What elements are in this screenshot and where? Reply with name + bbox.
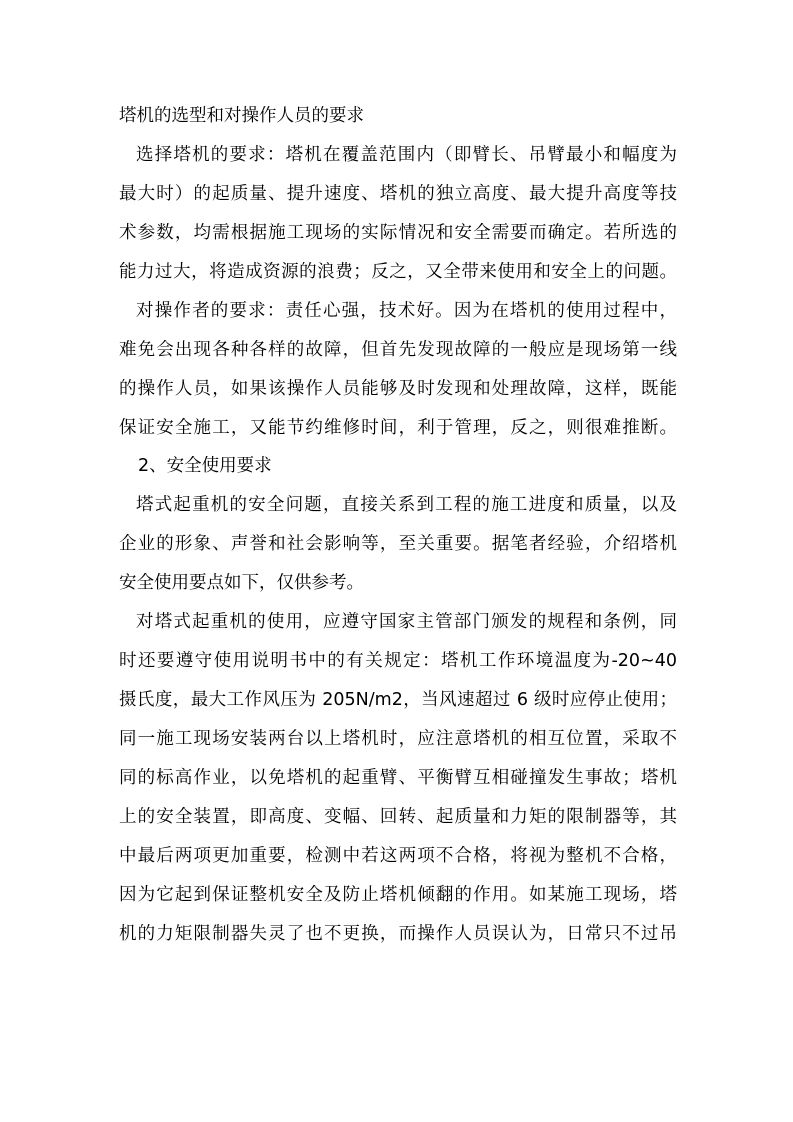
paragraph-line: 保证安全施工，又能节约维修时间，利于管理，反之，则很难推断。 [119,417,677,438]
paragraph-line: 同一施工现场安装两台以上塔机时，应注意塔机的相互位置，采取不 [119,729,677,749]
document-body [119,97,677,954]
paragraph-line: 难免会出现各种各样的故障，但首先发现故障的一般应是现场第一线 [119,339,677,360]
paragraph-line: 术参数，均需根据施工现场的实际情况和安全需要而确定。若所选的 [119,222,677,243]
section-heading: 2、安全使用要求 [138,456,272,477]
paragraph-line: 选择塔机的要求：塔机在覆盖范围内（即臂长、吊臂最小和幅度为 [136,144,677,165]
paragraph-line: 因为它起到保证整机安全及防止塔机倾翻的作用。如某施工现场，塔 [119,884,677,905]
paragraph-line: 同的标高作业，以免塔机的起重臂、平衡臂互相碰撞发生事故；塔机 [119,767,677,788]
paragraph-line: 塔式起重机的安全问题，直接关系到工程的施工进度和质量，以及 [136,495,677,516]
paragraph-line: 最大时）的起质量、提升速度、塔机的独立高度、最大提升高度等技 [119,183,677,204]
paragraph-line: 摄氏度，最大工作风压为 205N/m2，当风速超过 6 级时应停止使用； [119,690,677,711]
paragraph-line: 对塔式起重机的使用，应遵守国家主管部门颁发的规程和条例，同 [136,612,677,633]
section-heading: 塔机的选型和对操作人员的要求 [119,106,364,126]
paragraph-line: 上的安全装置，即高度、变幅、回转、起质量和力矩的限制器等，其 [119,806,677,827]
paragraph-line: 的操作人员，如果该操作人员能够及时发现和处理故障，这样，既能 [119,378,677,399]
paragraph-line: 机的力矩限制器失灵了也不更换，而操作人员误认为，日常只不过吊 [119,923,677,944]
paragraph-line: 中最后两项更加重要，检测中若这两项不合格，将视为整机不合格， [119,845,677,866]
paragraph-line: 安全使用要点如下，仅供参考。 [119,573,364,594]
paragraph-line: 能力过大，将造成资源的浪费；反之，又全带来使用和安全上的问题。 [119,261,677,282]
paragraph-line: 对操作者的要求：责任心强，技术好。因为在塔机的使用过程中， [136,300,677,321]
paragraph-line: 时还要遵守使用说明书中的有关规定：塔机工作环境温度为-20~40 [119,651,677,672]
paragraph-line: 企业的形象、声誉和社会影响等，至关重要。据笔者经验，介绍塔机 [119,534,677,555]
